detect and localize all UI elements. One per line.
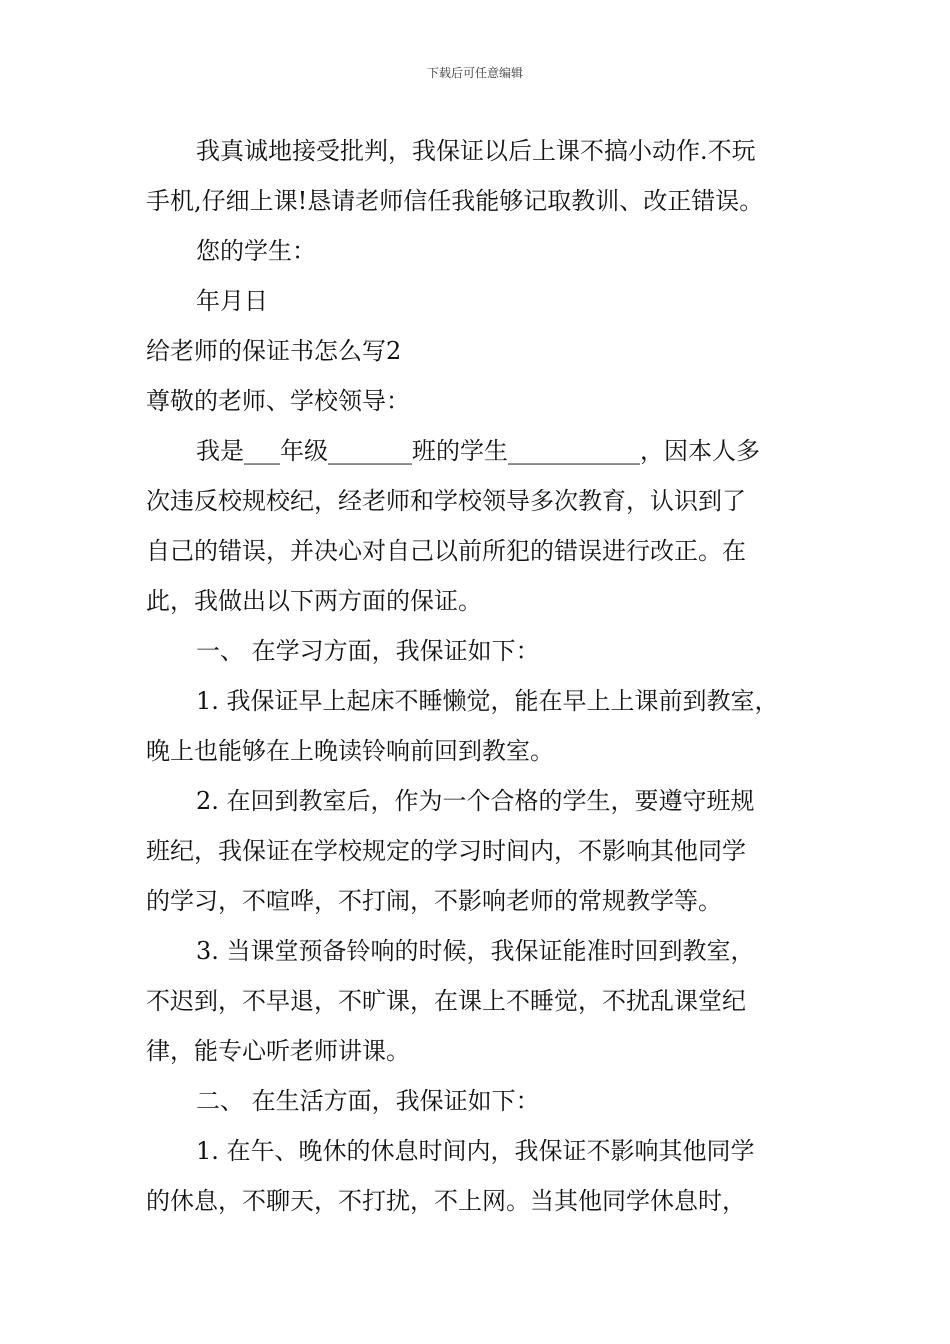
text-line: 律，能专心听老师讲课。: [146, 1037, 410, 1065]
text-line: 2. 在回到教室后，作为一个合格的学生，要遵守班规: [196, 787, 755, 815]
text-line: 自己的错误，并决心对自己以前所犯的错误进行改正。在: [146, 537, 746, 565]
text-line: 的学习，不喧哗，不打闹，不影响老师的常规教学等。: [146, 887, 722, 915]
text-line: 班纪，我保证在学校规定的学习时间内，不影响其他同学: [146, 837, 746, 865]
text-line: 1. 在午、晚休的休息时间内，我保证不影响其他同学: [196, 1137, 755, 1165]
document-body: [146, 126, 836, 1226]
text-line: 您的学生：: [196, 237, 316, 265]
text-line: 次违反校规校纪，经老师和学校领导多次教育，认识到了: [146, 487, 746, 515]
text-line: 1. 我保证早上起床不睡懒觉，能在早上上课前到教室，: [196, 687, 779, 715]
text-line: 此，我做出以下两方面的保证。: [146, 587, 482, 615]
text-line: 年月日: [196, 287, 268, 315]
text-line: 一、 在学习方面，我保证如下：: [196, 637, 540, 665]
text-line: 3. 当课堂预备铃响的时候，我保证能准时回到教室，: [196, 937, 755, 965]
text-line: 尊敬的老师、学校领导：: [146, 387, 410, 415]
page-header-note: 下载后可任意编辑: [426, 66, 523, 80]
text-line: 我真诚地接受批判，我保证以后上课不搞小动作.不玩: [196, 137, 756, 165]
text-line: 给老师的保证书怎么写2: [146, 337, 402, 365]
text-line: 手机,仔细上课!恳请老师信任我能够记取教训、改正错误。: [146, 187, 764, 215]
text-line: 不迟到，不早退，不旷课，在课上不睡觉，不扰乱课堂纪: [146, 987, 746, 1015]
text-line: 我是___年级_______班的学生___________，因本人多: [196, 437, 760, 465]
text-line: 二、 在生活方面，我保证如下：: [196, 1087, 540, 1115]
text-line: 晚上也能够在上晚读铃响前回到教室。: [146, 737, 554, 765]
text-line: 的休息，不聊天，不打扰，不上网。当其他同学休息时，: [146, 1187, 746, 1215]
